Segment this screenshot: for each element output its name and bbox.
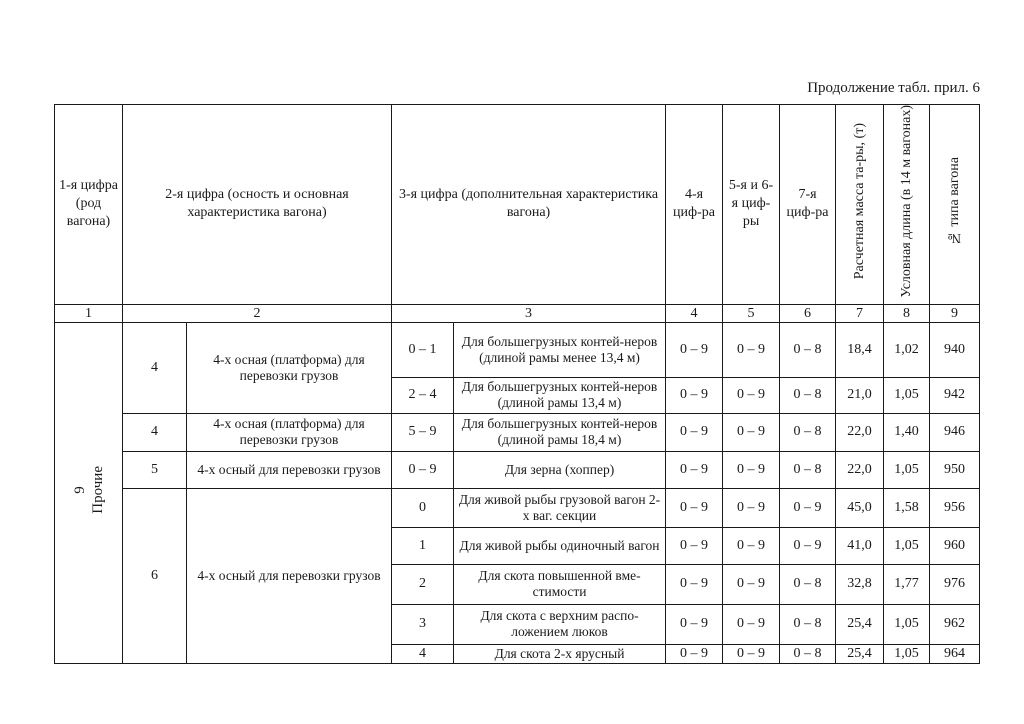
digit-4: 0 – 9 bbox=[666, 527, 723, 564]
digit-4: 0 – 9 bbox=[666, 377, 723, 413]
digit-7: 0 – 8 bbox=[780, 377, 836, 413]
digit-7: 0 – 8 bbox=[780, 604, 836, 644]
digit-7: 0 – 9 bbox=[780, 527, 836, 564]
table-row bbox=[55, 322, 980, 377]
header-wagon-type: № типа вагона bbox=[930, 105, 980, 305]
code-range: 4 bbox=[392, 644, 454, 663]
row-description: Для большегрузных контей-неров (длиной рамы 18,4 м) bbox=[454, 413, 666, 451]
tare-mass: 41,0 bbox=[836, 527, 884, 564]
header-digit-1: 1-я цифра (род вагона) bbox=[55, 105, 123, 305]
group-cell bbox=[55, 322, 123, 663]
header-tare-mass: Расчетная масса та-ры, (т) bbox=[836, 105, 884, 305]
tare-mass: 22,0 bbox=[836, 451, 884, 488]
digit-7: 0 – 8 bbox=[780, 322, 836, 377]
column-number: 6 bbox=[780, 304, 836, 322]
wagon-type: 946 bbox=[930, 413, 980, 451]
column-number-row bbox=[55, 304, 980, 322]
row-description: Для зерна (хоппер) bbox=[454, 451, 666, 488]
header-digit-4: 4-я циф-ра bbox=[666, 105, 723, 305]
column-number: 7 bbox=[836, 304, 884, 322]
digit-4: 0 – 9 bbox=[666, 604, 723, 644]
digit-5-6: 0 – 9 bbox=[723, 413, 780, 451]
column-number: 3 bbox=[392, 304, 666, 322]
group-name: Прочие bbox=[89, 466, 106, 514]
row-description: Для живой рыбы одиночный вагон bbox=[454, 527, 666, 564]
tare-mass: 18,4 bbox=[836, 322, 884, 377]
digit-5-6: 0 – 9 bbox=[723, 488, 780, 527]
axle-digit: 6 bbox=[123, 488, 187, 663]
column-number: 1 bbox=[55, 304, 123, 322]
wagon-type: 940 bbox=[930, 322, 980, 377]
header-digit-5-6: 5-я и 6-я циф-ры bbox=[723, 105, 780, 305]
code-range: 2 bbox=[392, 564, 454, 604]
axle-digit: 4 bbox=[123, 413, 187, 451]
axle-description: 4-х осный для перевозки грузов bbox=[187, 488, 392, 663]
table-row bbox=[55, 451, 980, 488]
conditional-length: 1,77 bbox=[884, 564, 930, 604]
conditional-length: 1,05 bbox=[884, 377, 930, 413]
header-row bbox=[55, 105, 980, 305]
column-number: 5 bbox=[723, 304, 780, 322]
digit-4: 0 – 9 bbox=[666, 644, 723, 663]
code-range: 3 bbox=[392, 604, 454, 644]
digit-7: 0 – 9 bbox=[780, 488, 836, 527]
digit-4: 0 – 9 bbox=[666, 413, 723, 451]
wagon-type: 964 bbox=[930, 644, 980, 663]
tare-mass: 32,8 bbox=[836, 564, 884, 604]
row-description: Для скота повышенной вме-стимости bbox=[454, 564, 666, 604]
digit-5-6: 0 – 9 bbox=[723, 377, 780, 413]
tare-mass: 22,0 bbox=[836, 413, 884, 451]
wagon-code-table bbox=[54, 104, 980, 664]
digit-4: 0 – 9 bbox=[666, 451, 723, 488]
digit-7: 0 – 8 bbox=[780, 564, 836, 604]
wagon-type: 962 bbox=[930, 604, 980, 644]
digit-4: 0 – 9 bbox=[666, 322, 723, 377]
digit-5-6: 0 – 9 bbox=[723, 451, 780, 488]
conditional-length: 1,40 bbox=[884, 413, 930, 451]
code-range: 1 bbox=[392, 527, 454, 564]
code-range: 0 – 9 bbox=[392, 451, 454, 488]
conditional-length: 1,05 bbox=[884, 644, 930, 663]
conditional-length: 1,05 bbox=[884, 527, 930, 564]
digit-4: 0 – 9 bbox=[666, 488, 723, 527]
code-range: 2 – 4 bbox=[392, 377, 454, 413]
tare-mass: 45,0 bbox=[836, 488, 884, 527]
digit-7: 0 – 8 bbox=[780, 413, 836, 451]
axle-description: 4-х осная (платформа) для перевозки грузов bbox=[187, 322, 392, 413]
digit-5-6: 0 – 9 bbox=[723, 322, 780, 377]
digit-5-6: 0 – 9 bbox=[723, 644, 780, 663]
tare-mass: 21,0 bbox=[836, 377, 884, 413]
digit-5-6: 0 – 9 bbox=[723, 527, 780, 564]
wagon-type: 960 bbox=[930, 527, 980, 564]
axle-description: 4-х осная (платформа) для перевозки грузов bbox=[187, 413, 392, 451]
axle-digit: 4 bbox=[123, 322, 187, 413]
column-number: 2 bbox=[123, 304, 392, 322]
column-number: 8 bbox=[884, 304, 930, 322]
column-number: 9 bbox=[930, 304, 980, 322]
conditional-length: 1,02 bbox=[884, 322, 930, 377]
wagon-type: 942 bbox=[930, 377, 980, 413]
code-range: 0 – 1 bbox=[392, 322, 454, 377]
table-caption: Продолжение табл. прил. 6 bbox=[807, 80, 980, 96]
digit-4: 0 – 9 bbox=[666, 564, 723, 604]
header-conditional-length: Условная длина (в 14 м вагонах) bbox=[884, 105, 930, 305]
axle-description: 4-х осный для перевозки грузов bbox=[187, 451, 392, 488]
wagon-type: 976 bbox=[930, 564, 980, 604]
axle-digit: 5 bbox=[123, 451, 187, 488]
column-number: 4 bbox=[666, 304, 723, 322]
conditional-length: 1,58 bbox=[884, 488, 930, 527]
table-row bbox=[55, 488, 980, 527]
row-description: Для большегрузных контей-неров (длиной рамы менее 13,4 м) bbox=[454, 322, 666, 377]
code-range: 0 bbox=[392, 488, 454, 527]
digit-7: 0 – 8 bbox=[780, 644, 836, 663]
digit-5-6: 0 – 9 bbox=[723, 564, 780, 604]
digit-7: 0 – 8 bbox=[780, 451, 836, 488]
row-description: Для скота с верхним распо-ложением люков bbox=[454, 604, 666, 644]
digit-5-6: 0 – 9 bbox=[723, 604, 780, 644]
code-range: 5 – 9 bbox=[392, 413, 454, 451]
wagon-type: 950 bbox=[930, 451, 980, 488]
table-row bbox=[55, 413, 980, 451]
wagon-type: 956 bbox=[930, 488, 980, 527]
row-description: Для большегрузных контей-неров (длиной рамы 13,4 м) bbox=[454, 377, 666, 413]
header-digit-3: 3-я цифра (дополнительная характеристика вагона) bbox=[392, 105, 666, 305]
conditional-length: 1,05 bbox=[884, 451, 930, 488]
group-digit: 9 bbox=[71, 486, 88, 494]
tare-mass: 25,4 bbox=[836, 644, 884, 663]
row-description: Для живой рыбы грузовой вагон 2-х ваг. секции bbox=[454, 488, 666, 527]
row-description: Для скота 2-х ярусный bbox=[454, 644, 666, 663]
tare-mass: 25,4 bbox=[836, 604, 884, 644]
header-digit-7: 7-я циф-ра bbox=[780, 105, 836, 305]
conditional-length: 1,05 bbox=[884, 604, 930, 644]
header-digit-2: 2-я цифра (осность и основная характеристика вагона) bbox=[123, 105, 392, 305]
